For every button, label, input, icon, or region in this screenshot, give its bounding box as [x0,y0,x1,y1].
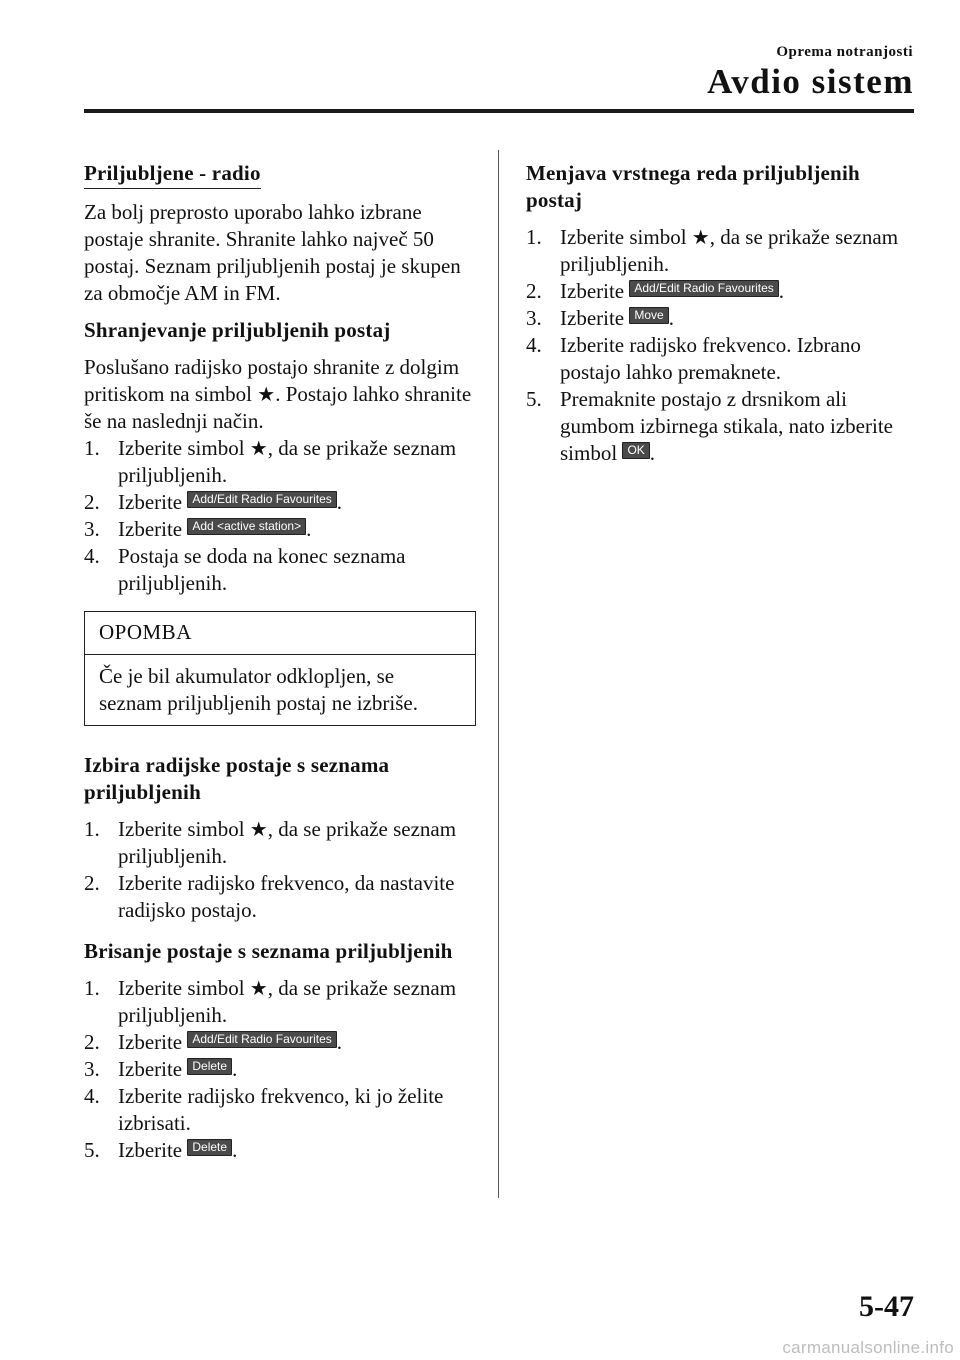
list-item: 3. Izberite Delete . [84,1057,238,1081]
order-section-title: Menjava vrstnega reda priljubljenih postaj [526,161,860,212]
add-edit-radio-favourites-button: Add/Edit Radio Favourites [187,1031,336,1048]
star-icon: ★ [257,382,276,406]
star-icon: ★ [691,225,710,249]
star-icon: ★ [249,817,268,841]
list-item: 2. Izberite Add/Edit Radio Favourites . [84,1030,343,1054]
move-button: Move [629,307,668,324]
list-item: 4. Izberite radijsko frekvenco. Izbrano postajo lahko premaknete. [526,333,861,384]
delete-button: Delete [187,1058,232,1075]
star-icon: ★ [249,436,268,460]
select-section-title: Izbira radijske postaje s seznama priljubljenih [84,753,390,804]
list-item: 3. Izberite Add <active station> . [84,517,312,541]
list-item: 4. Izberite radijsko frekvenco, ki jo želite izbrisati. [84,1084,444,1135]
list-item: 1. Izberite simbol ★, da se prikaže seznam priljubljenih. [84,817,457,868]
list-item: 5. Izberite Delete . [84,1138,238,1162]
list-item: 3. Izberite Move . [526,306,674,330]
list-item: 1. Izberite simbol ★, da se prikaže seznam priljubljenih. [84,976,457,1027]
list-item: 1. Izberite simbol ★, da se prikaže seznam priljubljenih. [84,436,457,487]
page-number: 5-47 [859,1290,914,1323]
column-divider [498,150,499,1198]
list-item: 4. Postaja se doda na konec seznama priljubljenih. [84,544,406,595]
favourites-title: Priljubljene - radio [84,160,476,189]
note-text: Če je bil akumulator odklopljen, se seznam priljubljenih postaj ne izbriše. [99,664,418,715]
header-rule [84,109,914,113]
page-title: Avdio sistem [707,62,914,101]
save-intro: Poslušano radijsko postajo shranite z dolgim pritiskom na simbol ★. Postajo lahko shranite še na naslednji način. [84,355,472,433]
list-item: 2. Izberite Add/Edit Radio Favourites . [526,279,785,303]
select-steps [84,816,476,924]
note-box [84,611,476,726]
list-item: 2. Izberite radijsko frekvenco, da nastavite radijsko postajo. [84,871,455,922]
save-section-title: Shranjevanje priljubljenih postaj [84,318,391,342]
right-column [526,160,916,481]
intro-text: Za bolj preprosto uporabo lahko izbrane postaje shranite. Shranite lahko največ 50 postaj. Seznam priljubljenih postaj je skupen za območje AM in FM. [84,200,461,305]
list-item: 1. Izberite simbol ★, da se prikaže seznam priljubljenih. [526,225,899,276]
note-title: OPOMBA [85,612,475,655]
delete-section-title: Brisanje postaje s seznama priljubljenih [84,939,453,963]
delete-button: Delete [187,1139,232,1156]
header-section: Oprema notranjosti [776,44,913,60]
add-active-station-button: Add <active station> [187,518,306,535]
star-icon: ★ [249,976,268,1000]
list-item: 2. Izberite Add/Edit Radio Favourites . [84,490,343,514]
add-edit-radio-favourites-button: Add/Edit Radio Favourites [629,280,778,297]
list-item: 5. Premaknite postajo z drsnikom ali gumbom izbirnega stikala, nato izberite simbol OK . [526,387,893,465]
ok-button: OK [622,442,649,459]
watermark: carmanualsonline.info [782,1338,954,1357]
save-steps [84,435,476,597]
left-column [84,160,476,1178]
order-steps [526,224,916,467]
add-edit-radio-favourites-button: Add/Edit Radio Favourites [187,491,336,508]
delete-steps [84,975,476,1164]
